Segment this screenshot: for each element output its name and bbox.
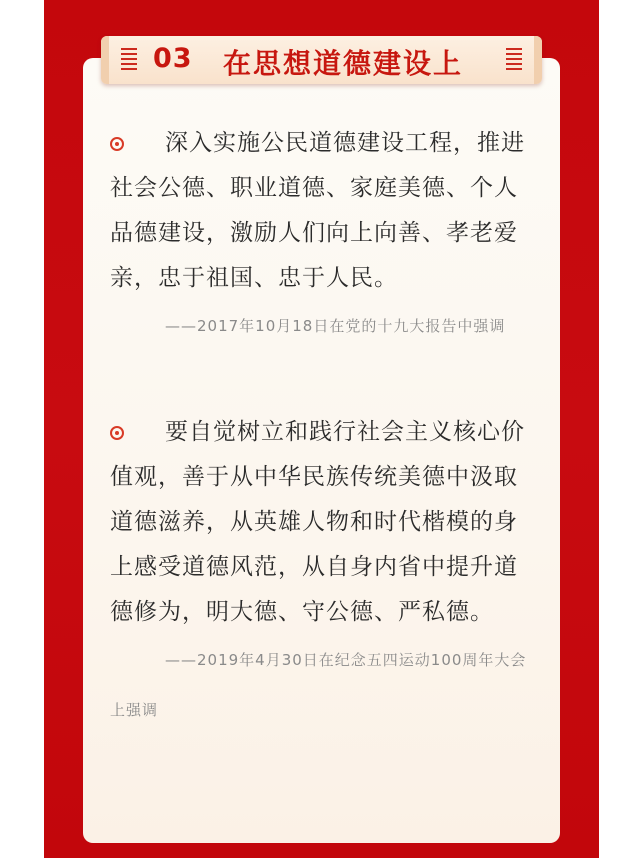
title-bar-fold-left [101,36,109,84]
quote-item [110,410,536,735]
quote-source: ——2017年10月18日在党的十九大报告中强调 [165,317,506,335]
section-number: 03 [153,43,193,74]
bullet-circle-icon [110,426,124,440]
section-title: 在思想道德建设上 [223,47,464,80]
quote-text: 深入实施公民道德建设工程，推进社会公德、职业道德、家庭美德、个人品德建设，激励人们向上向善、孝老爱亲，忠于祖国、忠于人民。 [110,130,525,291]
quote-source: ——2019年4月30日在纪念五四运动100周年大会上强调 [110,651,527,719]
section-title-bar [101,36,542,84]
quote-item [110,121,536,351]
title-lines-icon [121,48,137,72]
bullet-circle-icon [110,137,124,151]
title-lines-icon [506,48,522,72]
quote-text: 要自觉树立和践行社会主义核心价值观，善于从中华民族传统美德中汲取道德滋养，从英雄人物和时代楷模的身上感受道德风范，从自身内省中提升道德修为，明大德、守公德、严私德。 [110,419,525,625]
title-bar-fold-right [534,36,542,84]
